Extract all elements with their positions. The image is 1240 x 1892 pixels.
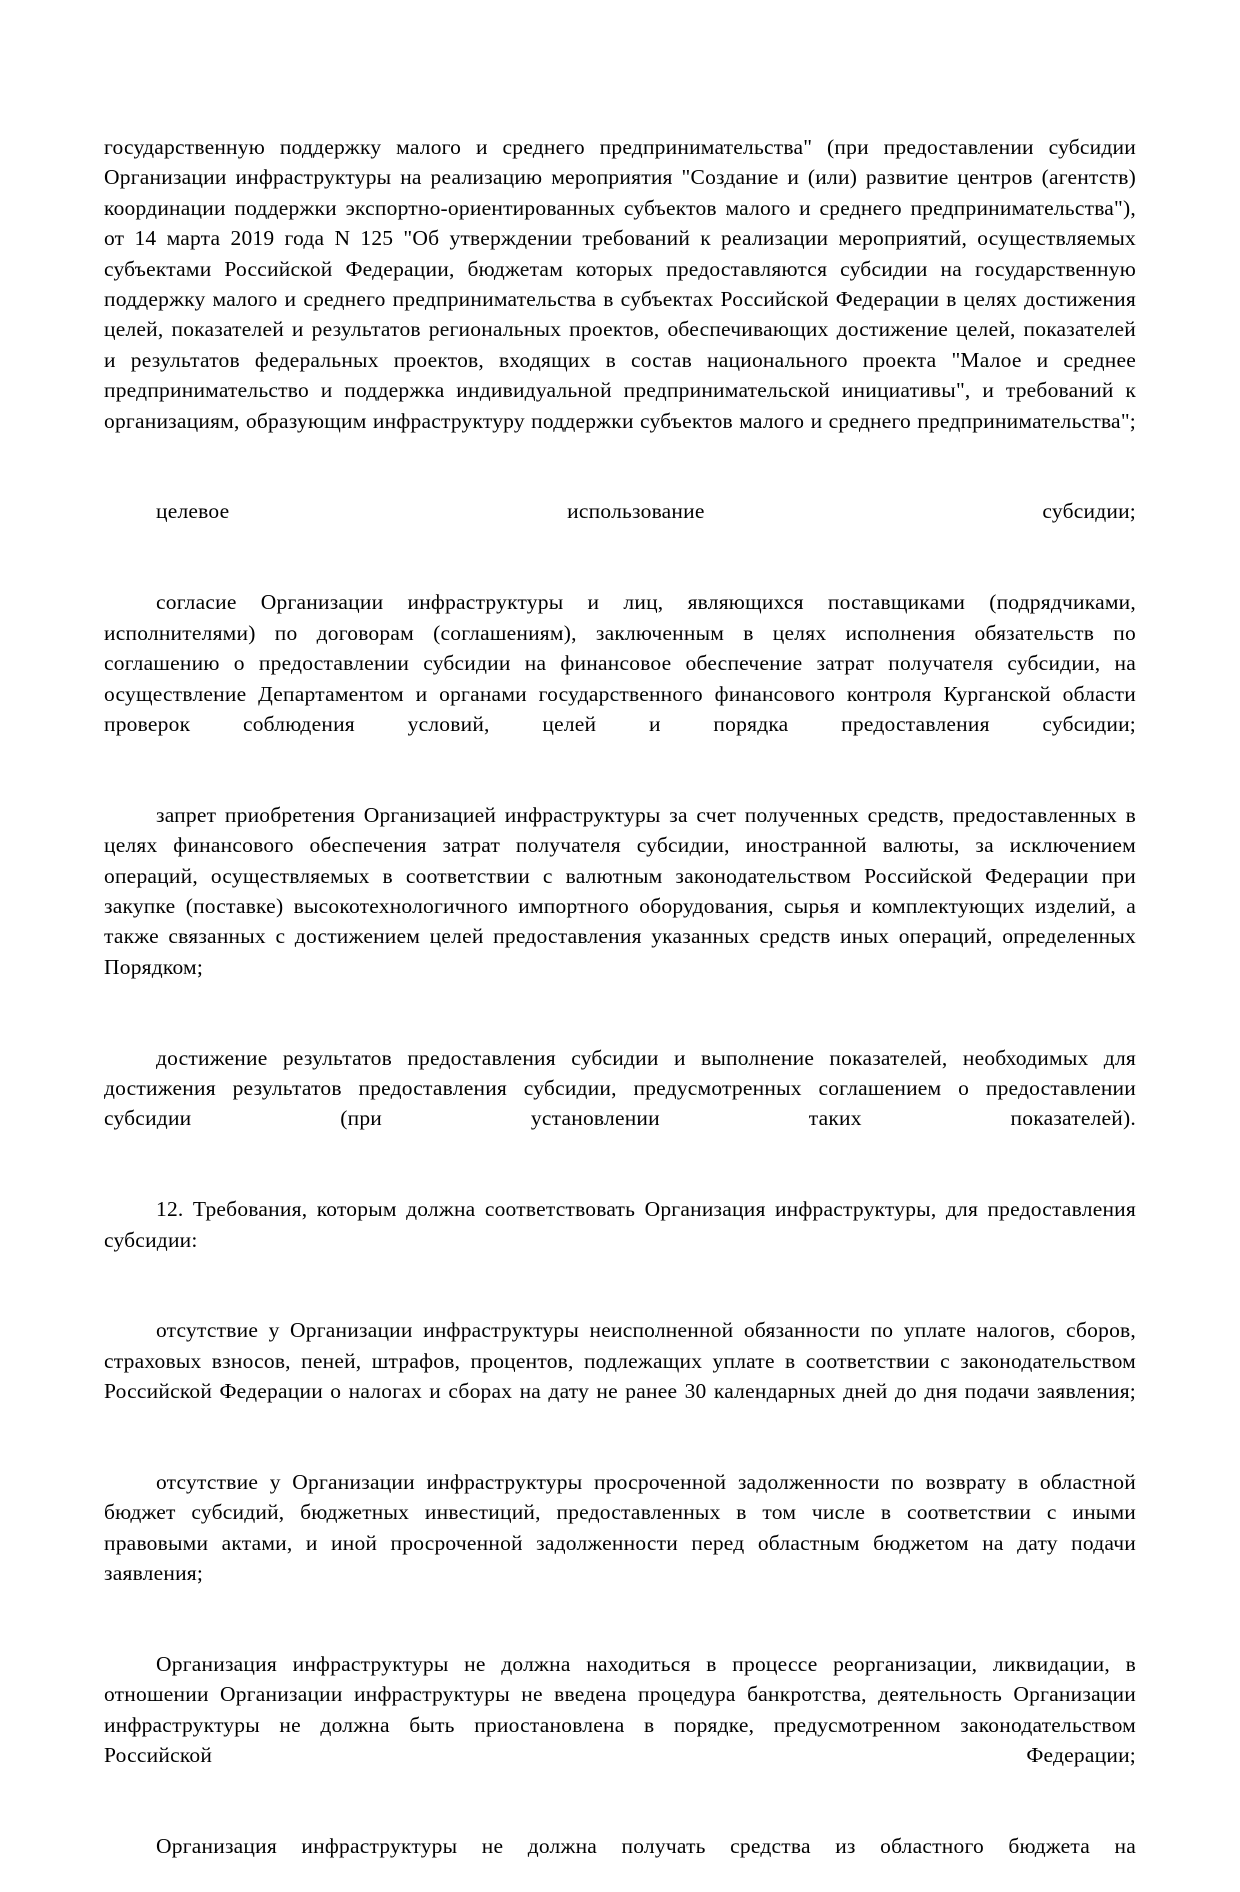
paragraph-celevoe-ispolzovanie: целевое использование субсидии; <box>156 499 1136 524</box>
document-body <box>104 132 1136 1892</box>
paragraph-otsutstvie-nalogovoy-obyazannosti: отсутствие у Организации инфраструктуры неисполненной обязанности по уплате налогов, сборов, страховых взносов, пеней, штрафов, процентов, подлежащих уплате в соответствии с законодательством Российской Федерации о налогах и сборах на дату не ранее 30 календарных дней до дня подачи заявления; <box>104 1318 1136 1404</box>
paragraph-item-12-trebovaniya: 12. Требования, которым должна соответствовать Организация инфраструктуры, для предоставления субсидии: <box>104 1197 1136 1252</box>
paragraph-continued-text: государственную поддержку малого и среднего предпринимательства" (при предоставлении субсидии Организации инфраструктуры на реализацию мероприятия "Создание и (или) развитие центров (агентств) координации поддержки экспортно-ориентированных субъектов малого и среднего предпринимательства"), от 14 марта 2019 года N 125 "Об утверждении требований к реализации мероприятий, осуществляемых субъектами Российской Федерации, бюджетам которых предоставляются субсидии на государственную поддержку малого и среднего предпринимательства в субъектах Российской Федерации в целях достижения целей, показателей и результатов региональных проектов, обеспечивающих достижение целей, показателей и результатов федеральных проектов, входящих в состав национального проекта "Малое и среднее предпринимательство и поддержка индивидуальной предпринимательской инициативы", и требований к организациям, образующим инфраструктуру поддержки субъектов малого и среднего предпринимательства"; <box>104 135 1136 433</box>
paragraph-zapret-priobreteniya: запрет приобретения Организацией инфраструктуры за счет полученных средств, предоставленных в целях финансового обеспечения затрат получателя субсидии, иностранной валюты, за исключением операций, осуществляемых в соответствии с валютным законодательством Российской Федерации при закупке (поставке) высокотехнологичного импортного оборудования, сырья и комплектующих изделий, а также связанных с достижением целей предоставления указанных средств иных операций, определенных Порядком; <box>104 802 1136 979</box>
paragraph-sredstva-oblastnogo-byudzheta: Организация инфраструктуры не должна получать средства из областного бюджета на <box>156 1834 1136 1859</box>
paragraph-dostizhenie-rezultatov: достижение результатов предоставления субсидии и выполнение показателей, необходимых для достижения результатов предоставления субсидии, предусмотренных соглашением о предоставлении субсидии (при установлении таких показателей). <box>104 1045 1136 1131</box>
paragraph-reorganizaciya-likvidaciya: Организация инфраструктуры не должна находиться в процессе реорганизации, ликвидации, в отношении Организации инфраструктуры не введена процедура банкротства, деятельность Организации инфраструктуры не должна быть приостановлена в порядке, предусмотренном законодательством Российской Федерации; <box>104 1652 1136 1768</box>
paragraph-soglasie-organizacii: согласие Организации инфраструктуры и лиц, являющихся поставщиками (подрядчиками, исполнителями) по договорам (соглашениям), заключенным в целях исполнения обязательств по соглашению о предоставлении субсидии на финансовое обеспечение затрат получателя субсидии, на осуществление Департаментом и органами государственного финансового контроля Курганской области проверок соблюдения условий, целей и порядка предоставления субсидии; <box>104 590 1136 736</box>
paragraph-otsutstvie-prosrochennoy-zadolzhennosti: отсутствие у Организации инфраструктуры просроченной задолженности по возврату в областной бюджет субсидий, бюджетных инвестиций, предоставленных в том числе в соответствии с иными правовыми актами, и иной просроченной задолженности перед областным бюджетом на дату подачи заявления; <box>104 1470 1136 1586</box>
